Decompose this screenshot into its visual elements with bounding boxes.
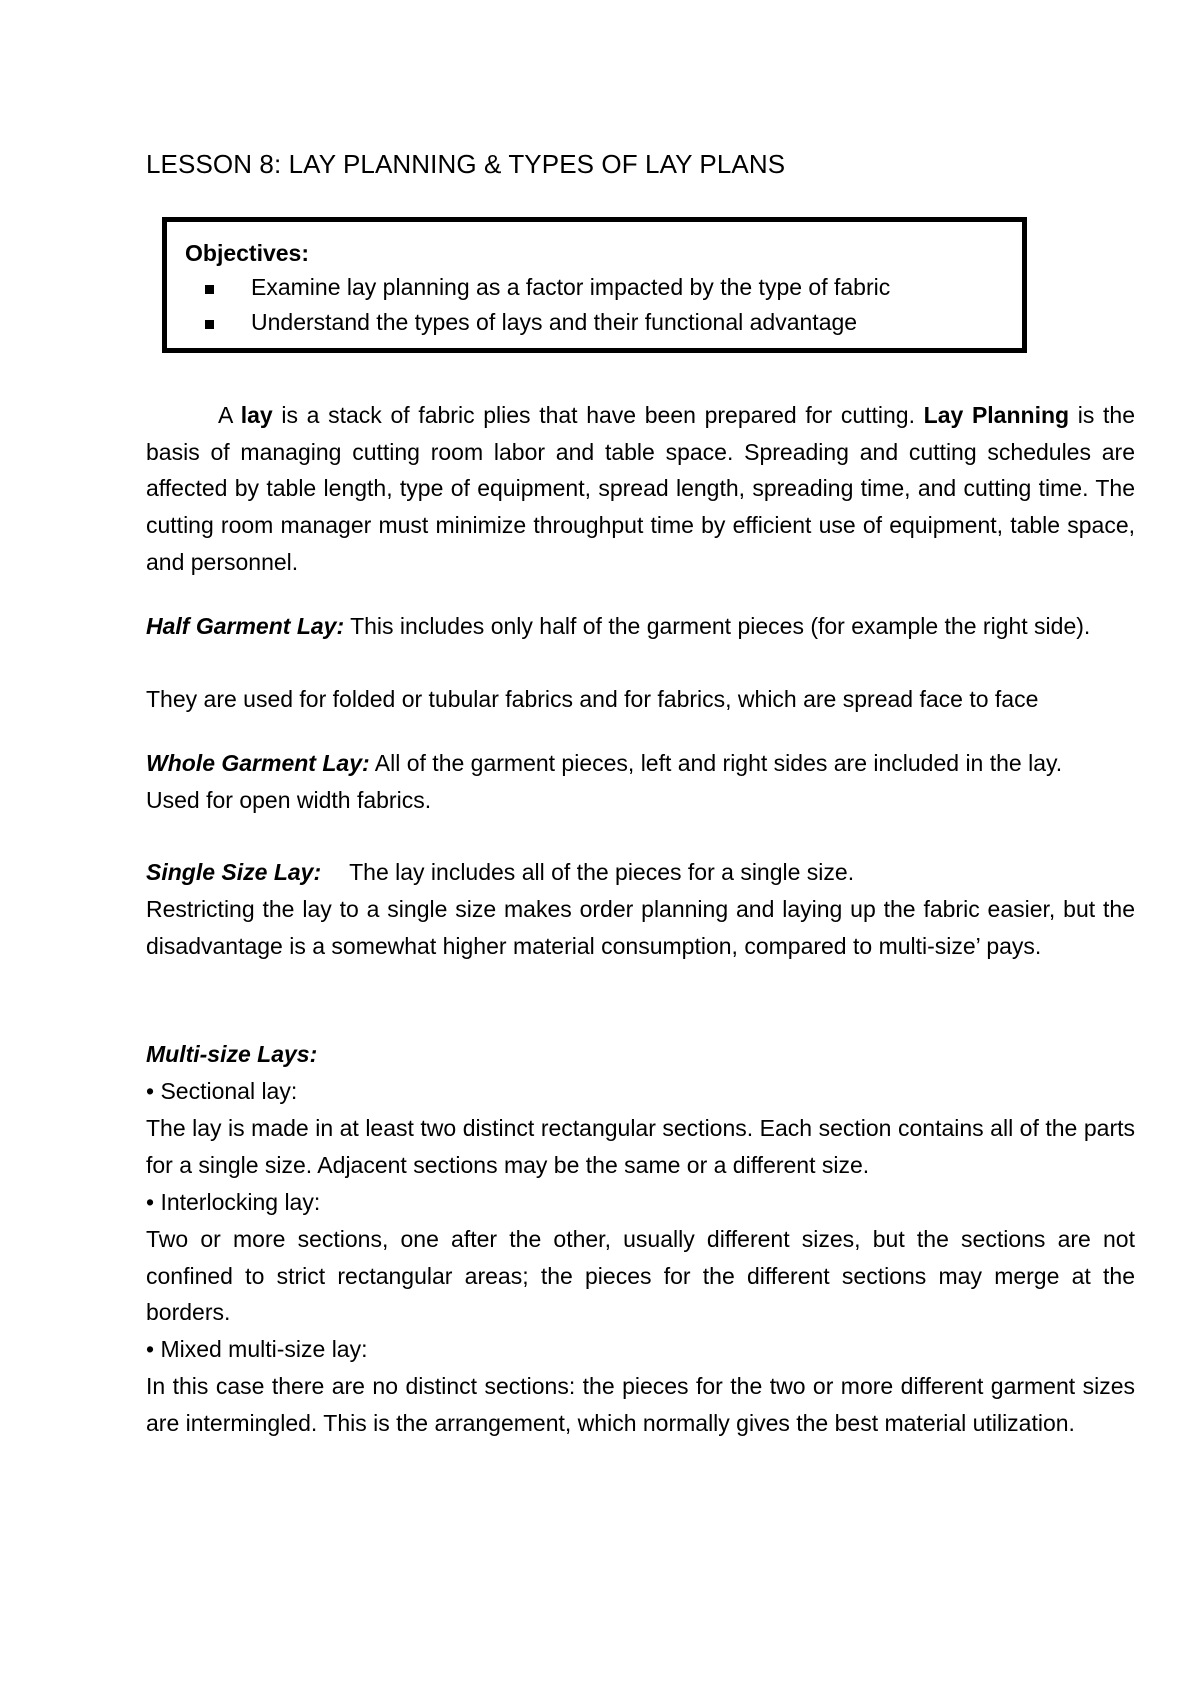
multi-size-term: Multi-size Lays: (146, 1041, 318, 1067)
sectional-lay-label: • Sectional lay: (146, 1078, 298, 1104)
interlocking-lay-label: • Interlocking lay: (146, 1189, 321, 1215)
half-garment-term: Half Garment Lay: (146, 613, 345, 639)
objective-item (185, 270, 891, 305)
interlocking-lay-text: Two or more sections, one after the other, usually different sizes, but the sections are not confined to strict rectangular areas; the pieces for the different sections may merge at the borders. (146, 1226, 1135, 1326)
objective-item (185, 305, 876, 340)
sectional-lay-text: The lay is made in at least two distinct rectangular sections. Each section contains all of the parts for a single size. Adjacent sections may be the same or a different size. (146, 1115, 1135, 1178)
single-size-note: Restricting the lay to a single size makes order planning and laying up the fabric easier, but the disadvantage is a somewhat higher material consumption, compared to multi-size’ pays. (146, 896, 1135, 959)
half-garment-paragraph: Half Garment Lay: This includes only half of the garment pieces (for example the right side). (146, 613, 1091, 639)
single-size-paragraph: Single Size Lay: The lay includes all of the pieces for a single size. (146, 859, 855, 885)
objectives-list (185, 270, 891, 340)
square-bullet-icon (205, 320, 214, 329)
mixed-lay-label: • Mixed multi-size lay: (146, 1336, 368, 1362)
term-lay: lay (240, 402, 273, 428)
whole-garment-note: Used for open width fabrics. (146, 787, 432, 813)
single-size-term: Single Size Lay: (146, 859, 322, 885)
whole-garment-term: Whole Garment Lay: (146, 750, 370, 776)
objective-text: Examine lay planning as a factor impacted by the type of fabric (251, 274, 891, 300)
square-bullet-icon (205, 285, 214, 294)
intro-paragraph: A lay is a stack of fabric plies that have been prepared for cutting. Lay Planning is the basis of managing cutting room labor and table space. Spreading and cutting schedules are affected by table length, type of equipment, spread length, spreading time, and cutting time. The cutting room manager must minimize throughput time by efficient use of equipment, table space, and personnel. (146, 402, 1135, 575)
objectives-heading: Objectives: (185, 240, 309, 266)
mixed-lay-text: In this case there are no distinct sections: the pieces for the two or more different garment sizes are intermingled. This is the arrangement, which normally gives the best material utilization. (146, 1373, 1135, 1436)
term-lay-planning: Lay Planning (923, 402, 1070, 428)
whole-garment-paragraph: Whole Garment Lay: All of the garment pieces, left and right sides are included in the lay. (146, 750, 1063, 776)
lesson-title: LESSON 8: LAY PLANNING & TYPES OF LAY PLANS (146, 149, 786, 179)
objective-text: Understand the types of lays and their functional advantage (251, 309, 858, 335)
multi-size-heading (146, 1036, 1135, 1073)
objectives-box (162, 217, 1027, 353)
half-garment-note: They are used for folded or tubular fabrics and for fabrics, which are spread face to face (146, 686, 1039, 712)
